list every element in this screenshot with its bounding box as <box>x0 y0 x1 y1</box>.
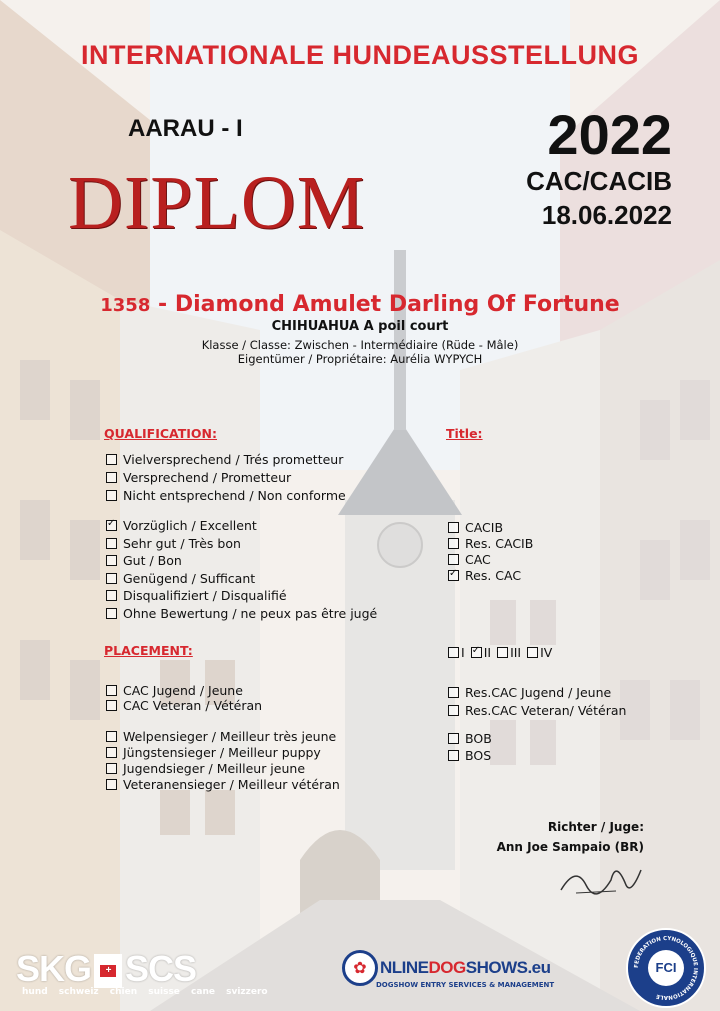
scs-text: SCS <box>125 948 197 989</box>
event-date: 18.06.2022 <box>541 200 672 230</box>
qualification-option <box>106 605 377 623</box>
qualification-label: Vielversprechend / Trés prometteur <box>123 451 344 467</box>
checkbox-icon <box>106 490 117 501</box>
fci-logo <box>626 928 706 1008</box>
fci-text: FCI <box>655 960 677 975</box>
judge-name: Ann Joe Sampaio (BR) <box>496 840 644 854</box>
title-label: CACIB <box>465 519 504 535</box>
rank-option <box>471 645 491 660</box>
swiss-cross-icon: + <box>94 954 122 988</box>
title-label: Res. CACIB <box>465 535 534 551</box>
rank-option <box>448 645 465 660</box>
checkbox-icon <box>448 554 459 565</box>
title-label: Res. CAC <box>465 567 522 583</box>
paw-icon: ✿ <box>342 950 378 986</box>
checkbox-icon <box>106 555 117 566</box>
placement-option <box>106 698 262 713</box>
title-option <box>448 535 533 551</box>
checkbox-icon <box>448 705 459 716</box>
checkbox-icon <box>106 590 117 601</box>
checkbox-icon <box>448 522 459 533</box>
skg-subtitle: hund schweiz chien suisse cane svizzero <box>22 987 268 997</box>
qualification-label: Genügend / Sufficant <box>123 570 256 586</box>
rank-option <box>527 645 552 660</box>
placement-option <box>106 728 340 744</box>
checkbox-icon <box>448 687 459 698</box>
qualification-option <box>106 535 377 553</box>
qualification-group-1 <box>106 450 346 504</box>
placement-label: CAC Veteran / Vétéran <box>123 698 263 713</box>
skg-text: SKG <box>16 948 92 989</box>
qualification-label: Nicht entsprechend / Non conforme <box>123 487 346 503</box>
placement-option <box>448 701 626 719</box>
checkbox-icon <box>106 747 117 758</box>
checkbox-icon <box>106 538 117 549</box>
placement-heading: PLACEMENT: <box>104 643 193 658</box>
rank-label: IV <box>540 645 553 660</box>
placement-right-group-2 <box>448 730 492 764</box>
placement-right-group-1 <box>448 683 626 719</box>
year-label: 2022 <box>547 103 672 166</box>
placement-left-group-2 <box>106 728 340 792</box>
placement-option <box>448 683 626 701</box>
checkbox-icon <box>106 731 117 742</box>
dog-name-line <box>0 292 720 317</box>
placement-label: CAC Jugend / Jeune <box>123 683 243 698</box>
qualification-option <box>106 468 346 486</box>
qualification-option <box>106 450 346 468</box>
checkbox-icon <box>448 647 459 658</box>
checkbox-icon <box>106 573 117 584</box>
ods-dog: DOG <box>428 958 466 977</box>
placement-left-group-1 <box>106 683 262 713</box>
title-option <box>448 519 533 535</box>
checkbox-icon <box>106 685 117 696</box>
placement-label: Veteranensieger / Meilleur vétéran <box>123 776 340 792</box>
qualification-option <box>106 486 346 504</box>
qualification-label: Gut / Bon <box>123 553 182 569</box>
placement-label: Jugendsieger / Meilleur jeune <box>123 760 306 776</box>
checkbox-icon <box>106 763 117 774</box>
qualification-option <box>106 587 377 605</box>
qualification-option <box>106 570 377 588</box>
judge-signature <box>556 855 646 900</box>
placement-option <box>106 744 340 760</box>
qualification-option <box>106 517 377 535</box>
checkbox-icon <box>448 538 459 549</box>
placement-option <box>448 730 492 747</box>
certificate-label: CAC/CACIB <box>526 166 672 196</box>
placement-label: Res.CAC Jugend / Jeune <box>465 684 612 700</box>
title-label: CAC <box>465 551 491 567</box>
checkbox-icon <box>106 608 117 619</box>
title-option <box>448 567 533 583</box>
placement-option <box>106 683 262 698</box>
placement-label: Res.CAC Veteran/ Vétéran <box>465 702 627 718</box>
checked-box-icon <box>471 647 482 658</box>
checked-box-icon <box>448 570 459 581</box>
judge-label: Richter / Juge: <box>547 820 644 834</box>
placement-ranks <box>448 645 558 660</box>
class-line: Klasse / Classe: Zwischen - Intermédiaire (Rüde - Mâle) <box>201 338 519 352</box>
ods-subtitle: DOGSHOW ENTRY SERVICES & MANAGEMENT <box>376 981 555 989</box>
checkbox-icon <box>497 647 508 658</box>
placement-label: BOS <box>465 748 492 763</box>
checked-box-icon <box>106 520 117 531</box>
diplom-title: DIPLOM <box>68 161 366 245</box>
breed-label: CHIHUAHUA A poil court <box>271 319 449 334</box>
fci-ring-text: FEDERATION CYNOLOGIQUE INTERNATIONALE <box>633 935 699 1001</box>
qualification-heading: QUALIFICATION: <box>104 426 218 441</box>
dog-name: - Diamond Amulet Darling Of Fortune <box>158 292 620 317</box>
owner-line: Eigentümer / Propriétaire: Aurélia WYPYCH <box>237 352 483 366</box>
rank-label: I <box>461 645 465 660</box>
title-heading: Title: <box>446 426 483 441</box>
title-option <box>448 551 533 567</box>
placement-label: Jüngstensieger / Meilleur puppy <box>123 744 321 760</box>
event-title: INTERNATIONALE HUNDEAUSSTELLUNG <box>81 40 639 70</box>
qualification-label: Sehr gut / Très bon <box>123 535 241 551</box>
checkbox-icon <box>448 750 459 761</box>
ods-suffix: SHOWS.eu <box>465 958 551 977</box>
ods-prefix: NLINE <box>380 958 429 977</box>
placement-option <box>448 747 492 764</box>
catalog-number: 1358 <box>100 295 151 316</box>
qualification-label: Ohne Bewertung / ne peux pas être jugé <box>123 605 378 621</box>
placement-option <box>106 760 340 776</box>
qualification-label: Versprechend / Prometteur <box>123 469 292 485</box>
checkbox-icon <box>106 454 117 465</box>
qualification-option <box>106 552 377 570</box>
rank-label: III <box>510 645 522 660</box>
placement-label: BOB <box>465 731 492 746</box>
location-label: AARAU - I <box>128 115 243 142</box>
qualification-label: Vorzüglich / Excellent <box>123 518 257 534</box>
checkbox-icon <box>106 700 117 711</box>
placement-option <box>106 776 340 792</box>
checkbox-icon <box>448 733 459 744</box>
checkbox-icon <box>527 647 538 658</box>
rank-option <box>497 645 521 660</box>
qualification-group-2 <box>106 517 377 622</box>
checkbox-icon <box>106 472 117 483</box>
title-options <box>448 519 533 583</box>
skg-scs-logo <box>16 948 196 990</box>
qualification-label: Disqualifiziert / Disqualifié <box>123 588 287 604</box>
rank-label: II <box>483 645 492 660</box>
placement-label: Welpensieger / Meilleur très jeune <box>123 728 337 744</box>
checkbox-icon <box>106 779 117 790</box>
